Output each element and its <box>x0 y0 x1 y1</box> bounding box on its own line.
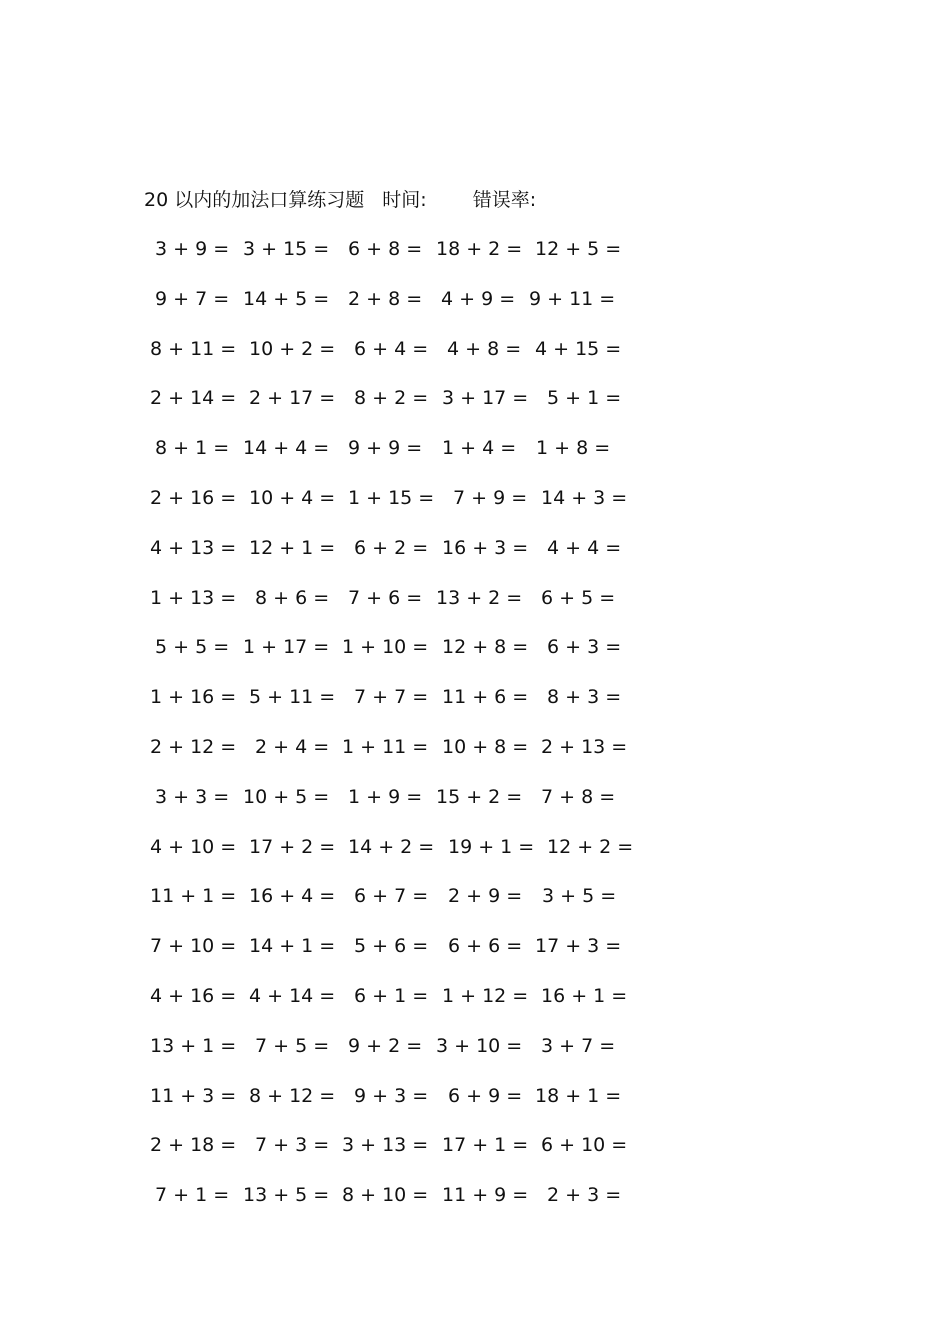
addition-problem: 13 + 2 = <box>436 586 523 609</box>
problem-row <box>0 583 950 613</box>
addition-problem: 3 + 17 = <box>442 387 529 410</box>
problem-row <box>0 832 950 862</box>
addition-problem: 4 + 10 = <box>150 835 237 858</box>
addition-problem: 13 + 1 = <box>150 1034 237 1057</box>
addition-problem: 1 + 9 = <box>348 785 423 808</box>
addition-problem: 8 + 12 = <box>249 1084 336 1107</box>
addition-problem: 2 + 18 = <box>150 1134 237 1157</box>
addition-problem: 4 + 4 = <box>547 536 622 559</box>
addition-problem: 1 + 17 = <box>243 636 330 659</box>
addition-problem: 8 + 2 = <box>354 387 429 410</box>
problem-row <box>0 383 950 413</box>
addition-problem: 1 + 8 = <box>536 437 611 460</box>
addition-problem: 1 + 13 = <box>150 586 237 609</box>
addition-problem: 5 + 1 = <box>547 387 622 410</box>
addition-problem: 16 + 3 = <box>442 536 529 559</box>
addition-problem: 2 + 4 = <box>255 736 330 758</box>
addition-problem: 14 + 3 = <box>541 487 628 509</box>
addition-problem: 12 + 1 = <box>249 536 336 559</box>
addition-problem: 1 + 11 = <box>342 736 429 758</box>
problem-row <box>0 1031 950 1061</box>
error-rate-label: 错误率: <box>472 189 537 211</box>
problem-row <box>0 433 950 463</box>
addition-problem: 11 + 9 = <box>442 1184 529 1207</box>
addition-problem: 12 + 5 = <box>535 238 622 260</box>
problem-row <box>0 732 950 762</box>
addition-problem: 2 + 13 = <box>541 736 628 758</box>
addition-problem: 6 + 5 = <box>541 586 616 609</box>
addition-problem: 14 + 4 = <box>243 437 330 460</box>
addition-problem: 7 + 1 = <box>155 1184 230 1207</box>
addition-problem: 14 + 5 = <box>243 287 330 310</box>
addition-problem: 1 + 16 = <box>150 686 237 709</box>
addition-problem: 2 + 14 = <box>150 387 237 410</box>
addition-problem: 19 + 1 = <box>448 835 535 858</box>
time-label: 时间: <box>382 189 427 211</box>
addition-problem: 7 + 5 = <box>255 1034 330 1057</box>
addition-problem: 17 + 2 = <box>249 835 336 858</box>
addition-problem: 1 + 10 = <box>342 636 429 659</box>
addition-problem: 14 + 2 = <box>348 835 435 858</box>
addition-problem: 5 + 11 = <box>249 686 336 709</box>
addition-problem: 4 + 9 = <box>441 287 516 310</box>
addition-problem: 4 + 14 = <box>249 985 336 1007</box>
problem-row <box>0 483 950 513</box>
addition-problem: 9 + 11 = <box>529 287 616 310</box>
addition-problem: 2 + 8 = <box>348 287 423 310</box>
addition-problem: 7 + 7 = <box>354 686 429 709</box>
problem-row <box>0 334 950 364</box>
addition-problem: 2 + 9 = <box>448 885 523 908</box>
addition-problem: 17 + 1 = <box>442 1134 529 1157</box>
addition-problem: 6 + 1 = <box>354 985 429 1007</box>
problem-row <box>0 234 950 264</box>
addition-problem: 14 + 1 = <box>249 935 336 958</box>
addition-problem: 11 + 6 = <box>442 686 529 709</box>
addition-problem: 10 + 8 = <box>442 736 529 758</box>
addition-problem: 5 + 5 = <box>155 636 230 659</box>
problem-row <box>0 981 950 1011</box>
problem-row <box>0 931 950 961</box>
addition-problem: 1 + 15 = <box>348 487 435 509</box>
addition-problem: 18 + 1 = <box>535 1084 622 1107</box>
addition-problem: 6 + 6 = <box>448 935 523 958</box>
problem-row <box>0 284 950 314</box>
addition-problem: 1 + 4 = <box>442 437 517 460</box>
problem-row <box>0 1081 950 1111</box>
addition-problem: 3 + 15 = <box>243 238 330 260</box>
addition-problem: 17 + 3 = <box>535 935 622 958</box>
addition-problem: 2 + 17 = <box>249 387 336 410</box>
addition-problem: 7 + 6 = <box>348 586 423 609</box>
addition-problem: 4 + 8 = <box>447 337 522 360</box>
addition-problem: 11 + 1 = <box>150 885 237 908</box>
addition-problem: 6 + 10 = <box>541 1134 628 1157</box>
addition-problem: 12 + 2 = <box>547 835 634 858</box>
problem-row <box>0 1130 950 1160</box>
addition-problem: 2 + 16 = <box>150 487 237 509</box>
addition-problem: 4 + 15 = <box>535 337 622 360</box>
addition-problem: 6 + 7 = <box>354 885 429 908</box>
addition-problem: 11 + 3 = <box>150 1084 237 1107</box>
addition-problem: 9 + 9 = <box>348 437 423 460</box>
addition-problem: 5 + 6 = <box>354 935 429 958</box>
problem-row <box>0 782 950 812</box>
addition-problem: 9 + 7 = <box>155 287 230 310</box>
addition-problem: 6 + 3 = <box>547 636 622 659</box>
problem-row <box>0 632 950 662</box>
addition-problem: 3 + 5 = <box>542 885 617 908</box>
addition-problem: 8 + 11 = <box>150 337 237 360</box>
addition-problem: 16 + 4 = <box>249 885 336 908</box>
addition-problem: 16 + 1 = <box>541 985 628 1007</box>
addition-problem: 15 + 2 = <box>436 785 523 808</box>
problem-row <box>0 881 950 911</box>
addition-problem: 4 + 16 = <box>150 985 237 1007</box>
addition-problem: 18 + 2 = <box>436 238 523 260</box>
addition-problem: 7 + 3 = <box>255 1134 330 1157</box>
addition-problem: 3 + 10 = <box>436 1034 523 1057</box>
addition-problem: 2 + 12 = <box>150 736 237 758</box>
addition-problem: 10 + 4 = <box>249 487 336 509</box>
problem-row <box>0 682 950 712</box>
addition-problem: 7 + 8 = <box>541 785 616 808</box>
addition-problem: 7 + 9 = <box>453 487 528 509</box>
addition-problem: 3 + 7 = <box>541 1034 616 1057</box>
addition-problem: 6 + 4 = <box>354 337 429 360</box>
addition-problem: 4 + 13 = <box>150 536 237 559</box>
addition-problem: 8 + 1 = <box>155 437 230 460</box>
addition-problem: 8 + 10 = <box>342 1184 429 1207</box>
addition-problem: 6 + 2 = <box>354 536 429 559</box>
addition-problem: 8 + 3 = <box>547 686 622 709</box>
addition-problem: 1 + 12 = <box>442 985 529 1007</box>
addition-problem: 10 + 2 = <box>249 337 336 360</box>
addition-problem: 9 + 3 = <box>354 1084 429 1107</box>
worksheet-title: 20 以内的加法口算练习题 <box>144 189 365 211</box>
addition-problem: 3 + 9 = <box>155 238 230 260</box>
problem-row <box>0 1180 950 1210</box>
addition-problem: 9 + 2 = <box>348 1034 423 1057</box>
addition-problem: 7 + 10 = <box>150 935 237 958</box>
addition-problem: 10 + 5 = <box>243 785 330 808</box>
addition-problem: 3 + 13 = <box>342 1134 429 1157</box>
addition-problem: 12 + 8 = <box>442 636 529 659</box>
problem-row <box>0 533 950 563</box>
addition-problem: 2 + 3 = <box>547 1184 622 1207</box>
addition-problem: 6 + 9 = <box>448 1084 523 1107</box>
addition-problem: 8 + 6 = <box>255 586 330 609</box>
addition-problem: 3 + 3 = <box>155 785 230 808</box>
addition-problem: 13 + 5 = <box>243 1184 330 1207</box>
addition-problem: 6 + 8 = <box>348 238 423 260</box>
